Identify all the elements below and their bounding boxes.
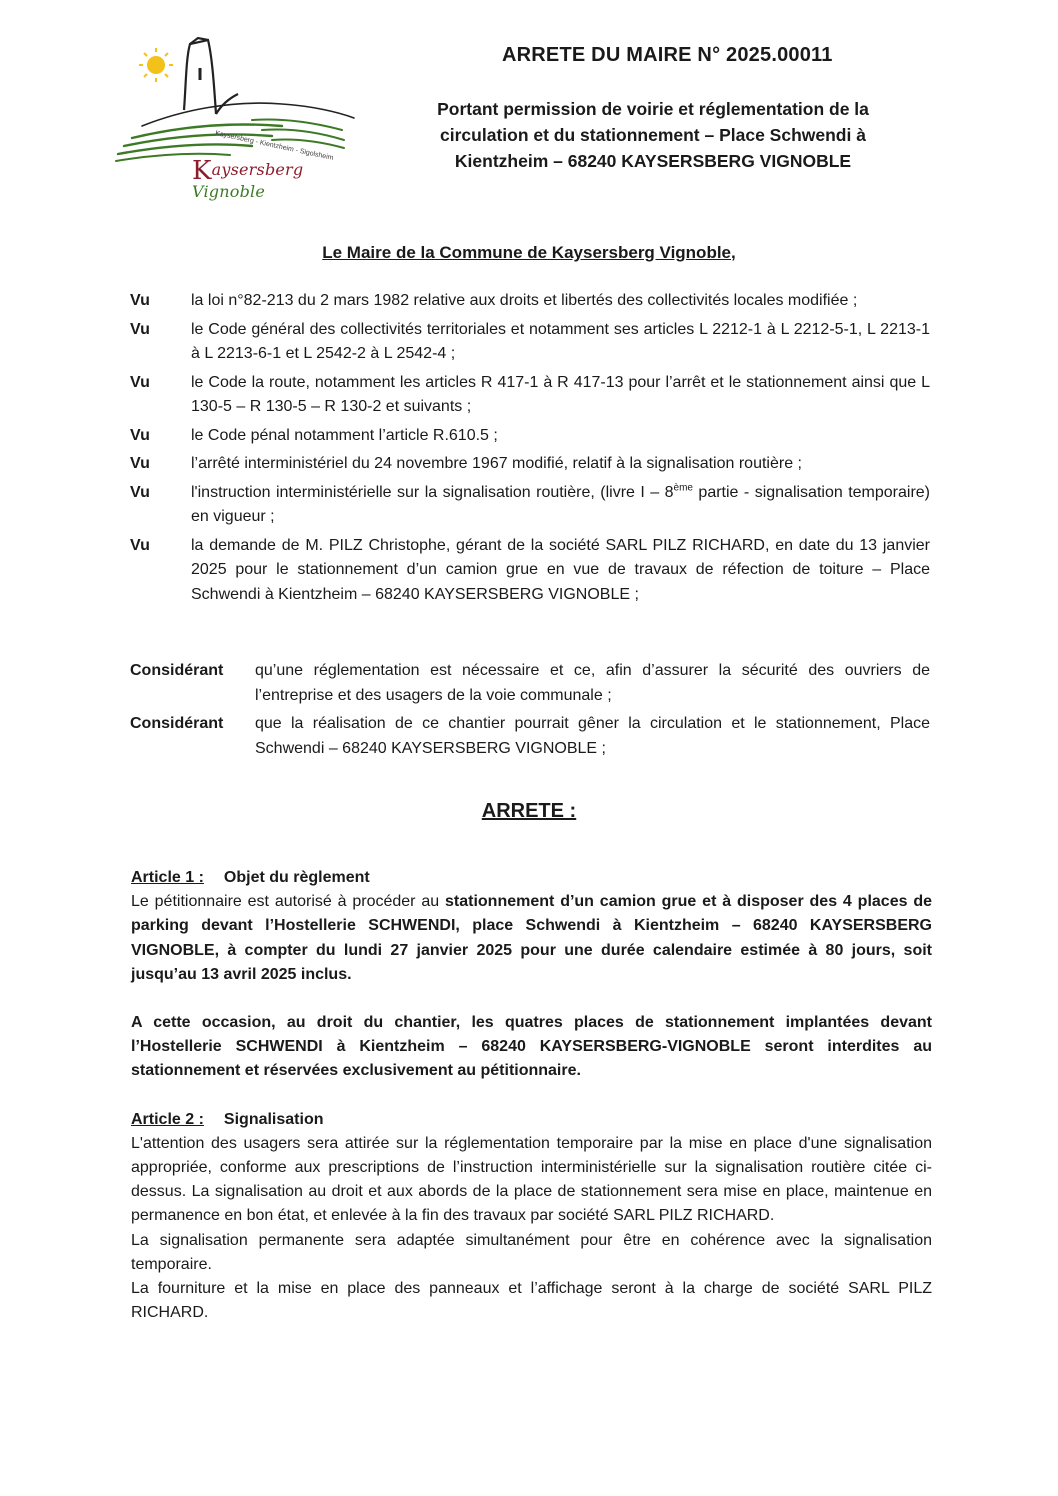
document-title: ARRETE DU MAIRE N° 2025.00011	[502, 44, 833, 66]
vu-item	[130, 424, 930, 449]
tower-icon	[184, 38, 238, 114]
logo-subline: Kaysersberg - Kientzheim - Sigolsheim	[214, 130, 334, 162]
vu-label: Vu	[130, 373, 150, 391]
article-2-paragraph: La signalisation permanente sera adaptée simultanément pour être en cohérence avec la signalisation temporaire.	[131, 1231, 932, 1273]
subtitle-line: circulation et du stationnement – Place Schwendi à	[440, 125, 866, 145]
logo-brand-suffix: Vignoble	[192, 182, 265, 201]
vu-list	[130, 289, 930, 611]
considerant-text: que la réalisation de ce chantier pourrait gêner la circulation et le stationnement, Place Schwendi – 68240 KAYSERSBERG VIGNOBLE ;	[255, 715, 930, 757]
paragraph-bold-text: stationnement d’un camion grue et à disposer des 4 places de parking devant l’Hostellerie SCHWENDI, place Schwendi à Kientzheim – 68240 KAYSERSBERG VIGNOBLE, à compter du lundi 27 janvier 2025 pour une durée calendaire estimée à 80 jours, soit jusqu’au 13 avril 2025 inclus.	[131, 893, 933, 983]
kaysersberg-vignoble-logo	[112, 34, 364, 201]
article-2-paragraph: La fourniture et la mise en place des panneaux et l’affichage seront à la charge de société SARL PILZ RICHARD.	[131, 1280, 932, 1322]
articles-body	[131, 866, 932, 1325]
vu-text: le Code général des collectivités territoriales et notamment ses articles L 2212-1 à L 2212-5-1, L 2213-1 à L 2213-6-1 et L 2542-2 à L 2542-4 ;	[191, 320, 930, 362]
article-2-paragraph: L'attention des usagers sera attirée sur la réglementation temporaire par la mise en place d'une signalisation appropriée, conforme aux prescriptions de l’instruction interministérielle sur la signalisation routière citée ci-dessus. La signalisation au droit et aux abords de la place de stationnement sera mise en place, maintenue en permanence en bon état, et enlevée à la fin des travaux par société SARL PILZ RICHARD.	[131, 1134, 932, 1225]
vu-label: Vu	[130, 426, 150, 444]
logo-brand-name: aysersberg	[211, 160, 304, 179]
paragraph-bold-text: A cette occasion, au droit du chantier, les quatres places de stationnement implantées devant l’Hostellerie SCHWENDI à Kientzheim – 68240 KAYSERSBERG-VIGNOBLE seront interdites au stationnement et réservées exclusivement au pétitionnaire.	[131, 1014, 932, 1080]
vu-text	[191, 481, 930, 530]
subtitle-line: Portant permission de voirie et réglementation de la	[437, 99, 869, 119]
considerant-text: qu’une réglementation est nécessaire et ce, afin d’assurer la sécurité des ouvriers de l’entreprise et des usagers de la voie communale ;	[255, 662, 930, 704]
article-number: Article 2 :	[131, 1110, 204, 1128]
article-1-heading	[131, 866, 932, 890]
vu-item	[130, 534, 930, 608]
vu-text-part: partie - signalisation temporaire) en vigueur ;	[191, 483, 931, 525]
arrete-heading: ARRETE :	[481, 800, 577, 822]
article-title: Signalisation	[223, 1110, 324, 1128]
logo-k: K	[192, 156, 212, 186]
vu-label: Vu	[130, 292, 150, 309]
vu-item	[130, 371, 930, 420]
vu-label: Vu	[130, 536, 150, 554]
article-number: Article 1 :	[131, 869, 204, 886]
vu-item	[130, 289, 930, 314]
paragraph-plain-text: Le pétitionnaire est autorisé à procéder au	[131, 893, 445, 911]
vu-item	[130, 481, 930, 530]
logo-wordmark	[192, 152, 364, 201]
vu-text: l’arrêté interministériel du 24 novembre 1967 modifié, relatif à la signalisation routière ;	[191, 455, 802, 472]
article-2-heading	[131, 1108, 932, 1132]
sun-icon	[139, 48, 173, 82]
subtitle-line: Kientzheim – 68240 KAYSERSBERG VIGNOBLE	[454, 151, 852, 171]
vu-text: le Code pénal notamment l’article R.610.5 ;	[191, 426, 498, 444]
article-1-paragraph	[131, 1011, 932, 1084]
considerant-item	[130, 712, 930, 761]
vu-label: Vu	[130, 455, 150, 472]
vu-item	[130, 318, 930, 367]
considerant-list	[130, 659, 930, 765]
document-subtitle	[410, 96, 896, 174]
article-title: Objet du règlement	[223, 869, 370, 886]
vu-text-superscript: ème	[673, 482, 693, 494]
considerant-label: Considérant	[130, 662, 224, 679]
vu-text: le Code la route, notamment les articles R 417-1 à R 417-13 pour l’arrêt et le stationnement ainsi que L 130-5 – R 130-5 – R 130-2 et suivants ;	[191, 373, 930, 415]
vu-text: la loi n°82-213 du 2 mars 1982 relative aux droits et libertés des collectivités locales modifiée ;	[191, 292, 858, 309]
vu-text-part: l'instruction interministérielle sur la signalisation routière, (livre I – 8	[191, 483, 674, 501]
considerant-label: Considérant	[130, 715, 224, 732]
vu-label: Vu	[130, 483, 150, 501]
vu-item	[130, 452, 930, 477]
considerant-item	[130, 659, 930, 708]
article-1-paragraph	[131, 890, 932, 987]
vu-label: Vu	[130, 320, 150, 338]
maire-heading: Le Maire de la Commune de Kaysersberg Vignoble,	[322, 243, 736, 262]
vu-text: la demande de M. PILZ Christophe, gérant de la société SARL PILZ RICHARD, en date du 13 janvier 2025 pour le stationnement d’un camion grue en vue de travaux de réfection de toiture – Place Schwendi à Kientzheim – 68240 KAYSERSBERG VIGNOBLE ;	[191, 536, 930, 603]
